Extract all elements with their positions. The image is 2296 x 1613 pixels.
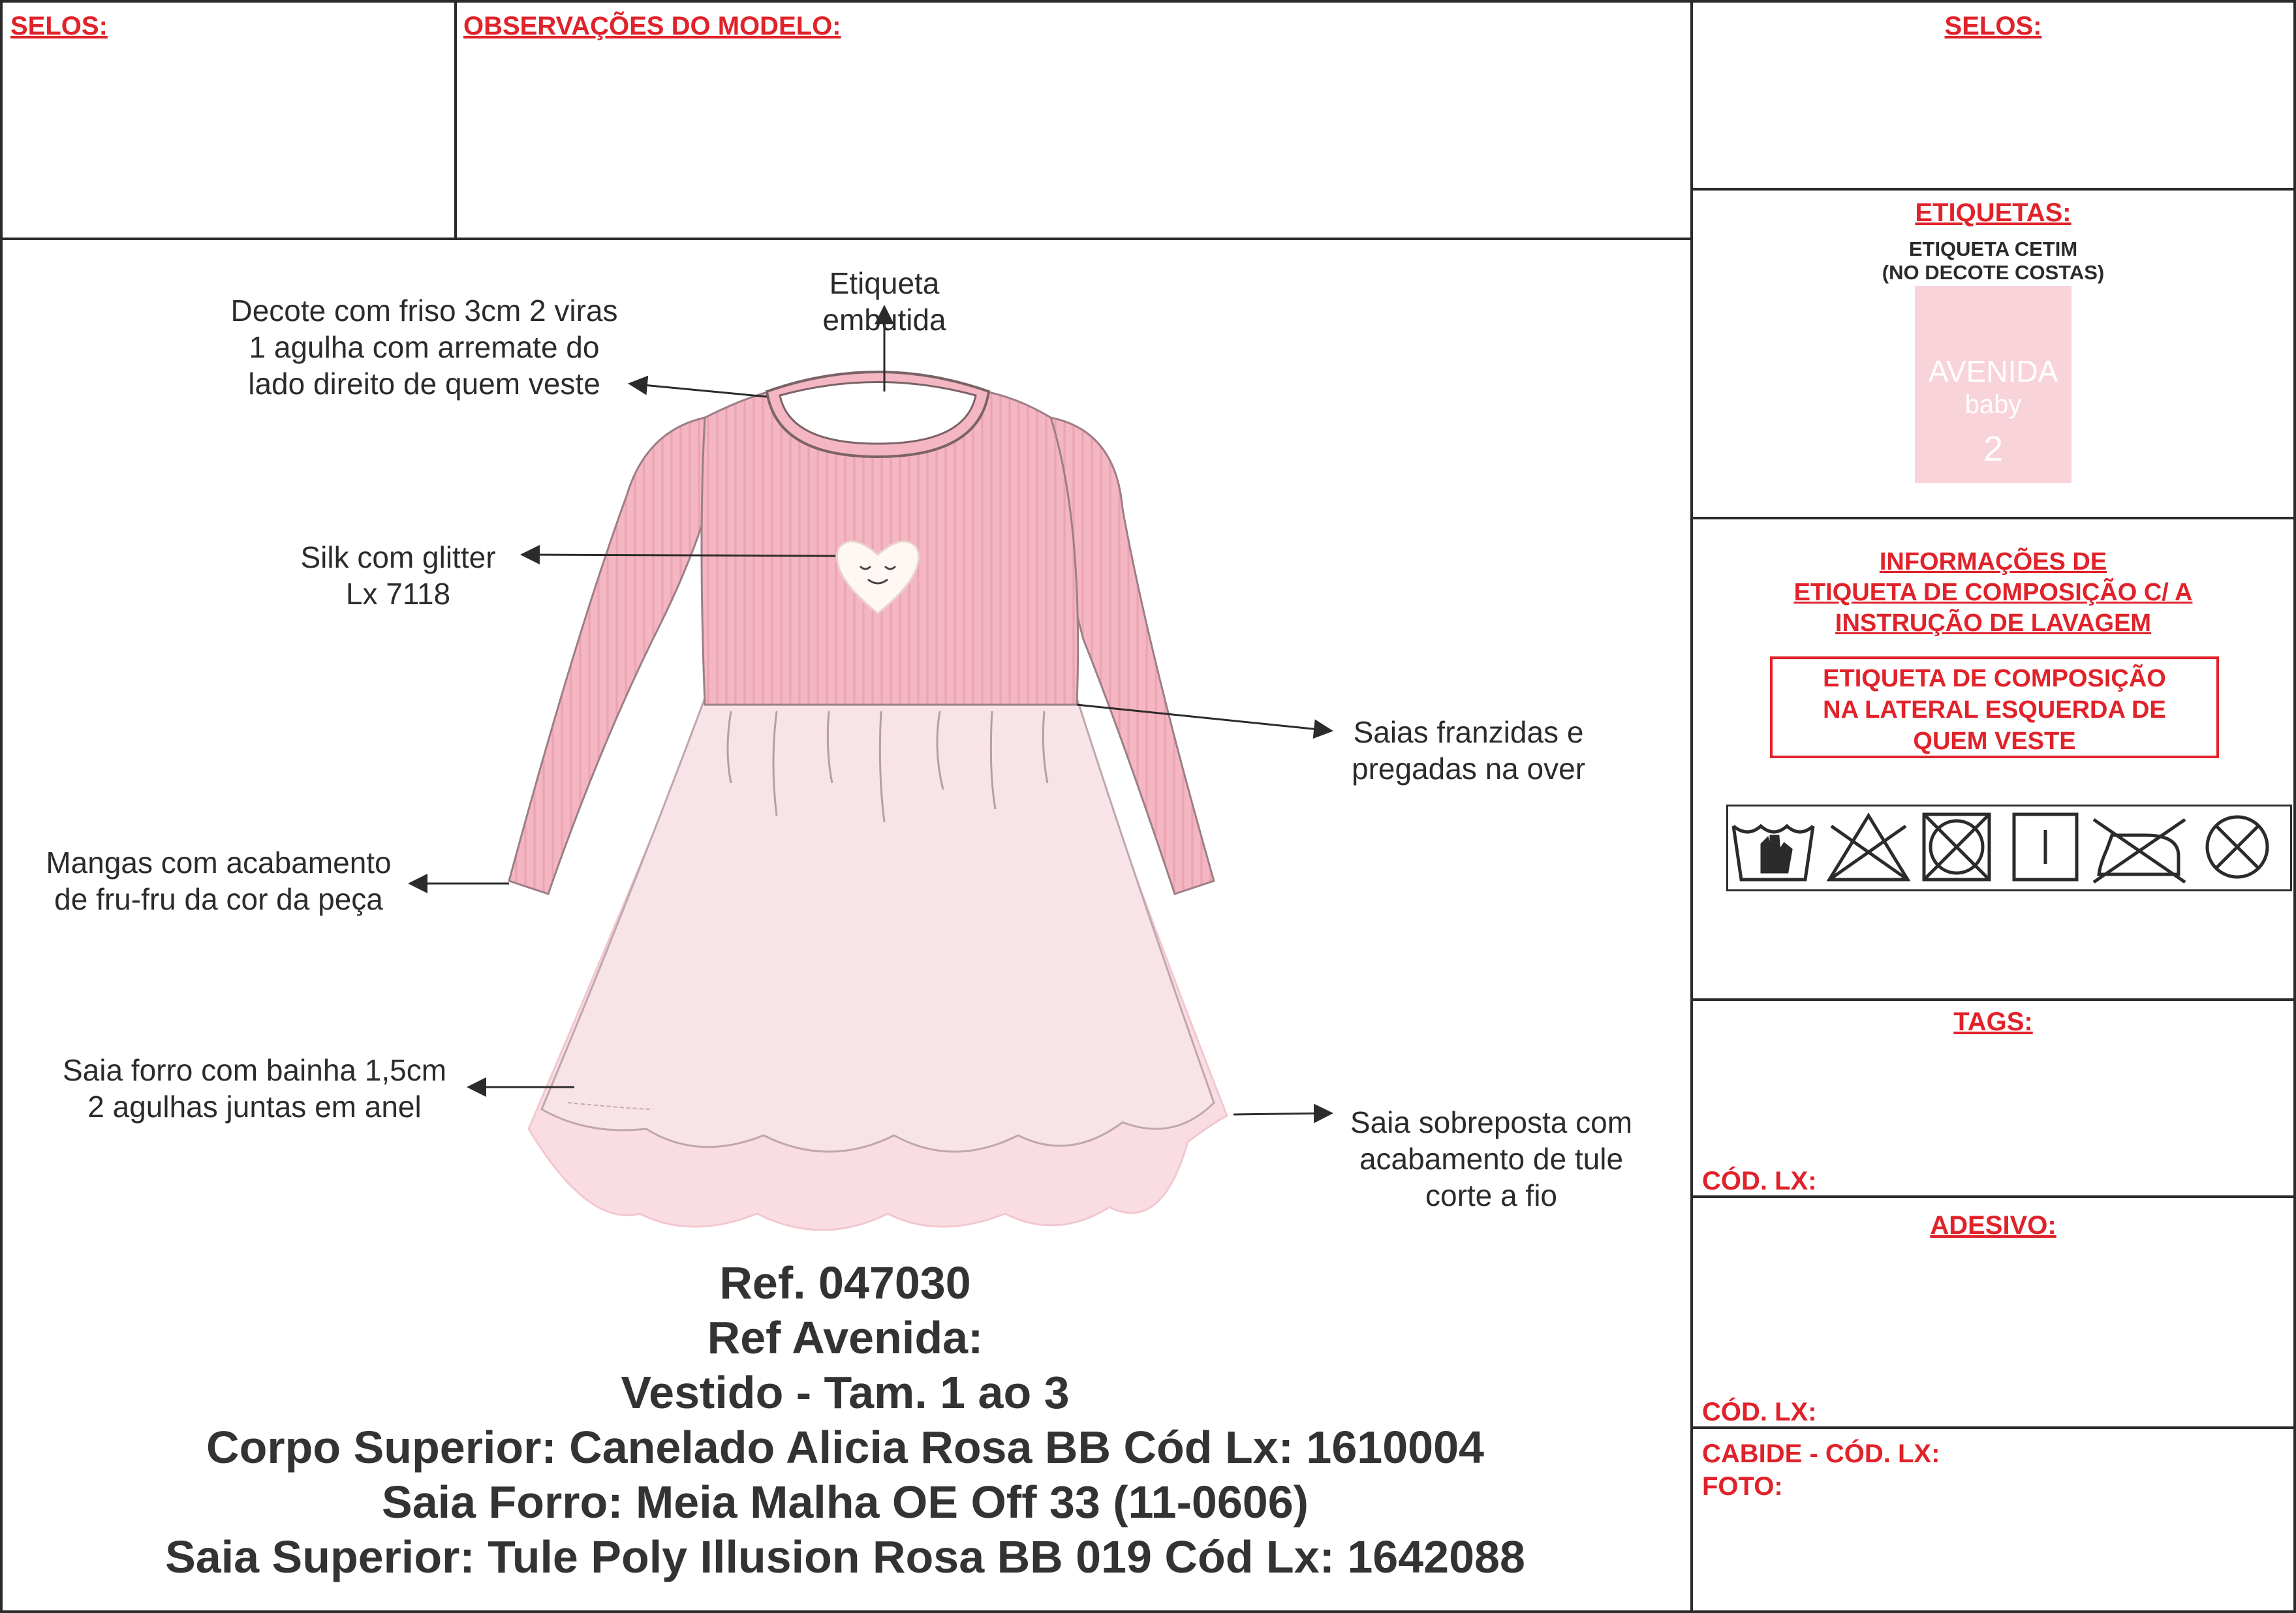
- composicao-box: [1690, 517, 2296, 1001]
- spec-saia-superior: Saia Superior: Tule Poly Illusion Rosa BB 019 Cód Lx: 1642088: [165, 1531, 1525, 1582]
- no-tumble-dry-icon: [1924, 814, 1989, 880]
- annotation-line: embutida: [822, 303, 946, 337]
- annotation-line: Etiqueta: [829, 266, 940, 300]
- sidebar-selos-box: [1690, 0, 2296, 191]
- care-symbols: [1726, 805, 2292, 891]
- composicao-note-line: NA LATERAL ESQUERDA DE: [1823, 696, 2166, 724]
- tags-cod: CÓD. LX:: [1702, 1167, 1817, 1195]
- sidebar-selos-title: SELOS:: [1944, 12, 2042, 40]
- etiqueta-cetim-sub: (NO DECOTE COSTAS): [1882, 261, 2105, 284]
- annotation-etiqueta: [783, 265, 985, 338]
- annotation-saia-forro: [33, 1052, 476, 1125]
- annotation-line: Silk com glitter: [300, 540, 496, 574]
- annotation-line: corte a fio: [1425, 1178, 1557, 1212]
- observacoes-title: OBSERVAÇÕES DO MODELO:: [463, 12, 841, 40]
- annotation-line: 1 agulha com arremate do: [249, 330, 600, 364]
- info-title-line: INSTRUÇÃO DE LAVAGEM: [1835, 609, 2152, 637]
- cabide-box: [1690, 1426, 2296, 1613]
- annotation-decote: [196, 292, 653, 402]
- brand-label: [1915, 286, 2071, 483]
- foto-label: FOTO:: [1702, 1472, 1783, 1501]
- annotation-line: Saia sobreposta com: [1350, 1105, 1633, 1139]
- brand-label-sub: baby: [1964, 390, 2022, 419]
- cabide-label: CABIDE - CÓD. LX:: [1702, 1439, 1940, 1468]
- info-title-line: INFORMAÇÕES DE: [1879, 548, 2107, 576]
- annotation-line: lado direito de quem veste: [248, 367, 600, 401]
- composicao-note-line: QUEM VESTE: [1913, 728, 2076, 755]
- annotation-line: 2 agulhas juntas em anel: [87, 1090, 422, 1124]
- info-title: [1693, 547, 2293, 639]
- info-title-line: ETIQUETA DE COMPOSIÇÃO C/ A: [1793, 579, 2193, 606]
- spec-block: [0, 1255, 1690, 1584]
- annotation-line: pregadas na over: [1351, 752, 1586, 786]
- tags-title: TAGS:: [1953, 1007, 2033, 1036]
- no-dry-clean-icon: [2207, 817, 2267, 877]
- annotation-saia-sobreposta: [1325, 1104, 1658, 1214]
- spec-ref-avenida: Ref Avenida:: [707, 1312, 984, 1363]
- composicao-note: [1770, 656, 2219, 758]
- adesivo-box: [1690, 1195, 2296, 1429]
- spec-product: Vestido - Tam. 1 ao 3: [621, 1367, 1070, 1418]
- annotation-line: Mangas com acabamento: [46, 846, 392, 880]
- annotation-line: acabamento de tule: [1359, 1142, 1624, 1176]
- annotation-line: Decote com friso 3cm 2 viras: [230, 294, 618, 328]
- composicao-note-line: ETIQUETA DE COMPOSIÇÃO: [1823, 665, 2166, 692]
- no-iron-icon: [2094, 820, 2185, 882]
- selos-left-title: SELOS:: [10, 12, 108, 40]
- no-bleach-icon: [1829, 816, 1908, 880]
- line-dry-icon: [2014, 814, 2077, 880]
- annotation-line: Saias franzidas e: [1353, 715, 1584, 749]
- annotation-line: Saia forro com bainha 1,5cm: [62, 1053, 447, 1087]
- spec-saia-forro: Saia Forro: Meia Malha OE Off 33 (11-0606): [382, 1477, 1309, 1528]
- annotation-mangas: [13, 844, 424, 917]
- hand-wash-icon: [1733, 826, 1813, 880]
- annotation-line: Lx 7118: [345, 577, 451, 611]
- annotation-silk: [268, 539, 529, 612]
- tags-box: [1690, 998, 2296, 1198]
- annotation-line: de fru-fru da cor da peça: [54, 882, 383, 916]
- adesivo-cod: CÓD. LX:: [1702, 1398, 1817, 1426]
- brand-label-name: AVENIDA: [1928, 354, 2058, 388]
- spec-corpo-superior: Corpo Superior: Canelado Alicia Rosa BB Cód Lx: 1610004: [206, 1422, 1484, 1473]
- etiqueta-cetim-text: ETIQUETA CETIM: [1908, 238, 2078, 260]
- brand-label-size: 2: [1983, 429, 2004, 469]
- etiquetas-title: ETIQUETAS:: [1915, 198, 2071, 227]
- adesivo-title: ADESIVO:: [1930, 1211, 2056, 1240]
- annotation-saias: [1312, 714, 1625, 787]
- spec-ref: Ref. 047030: [719, 1257, 971, 1308]
